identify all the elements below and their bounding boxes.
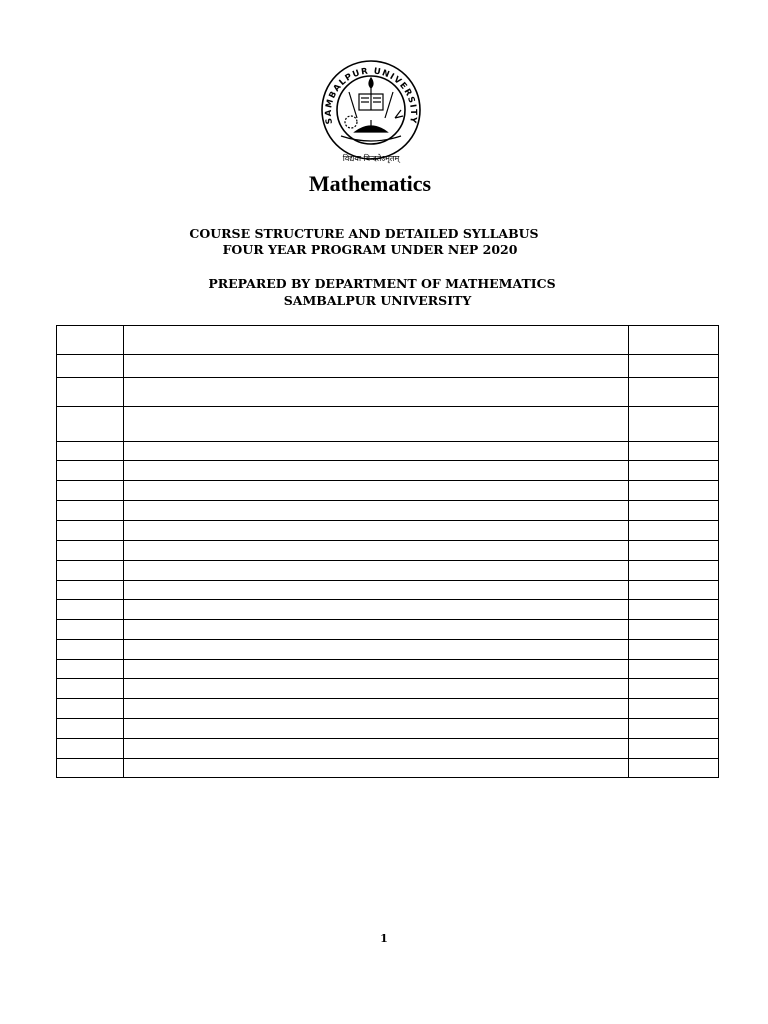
table-cell [629,699,719,719]
table-cell [629,561,719,581]
heading-line-2: FOUR YEAR PROGRAM UNDER NEP 2020 [222,242,518,257]
table-cell [629,481,719,501]
table-cell [124,660,629,679]
logo-motto: विद्यया विन्दतेऽमृतम् [342,154,400,163]
table-cell [629,407,719,442]
table-cell [57,699,124,719]
table-cell [57,501,124,521]
table-cell [57,640,124,660]
table-cell [124,541,629,561]
table-cell [629,521,719,541]
table-cell [124,442,629,461]
logo-ring-text: SAMBALPUR UNIVERSITY [323,66,419,125]
table-cell [57,378,124,407]
table-cell [57,561,124,581]
table-cell [629,378,719,407]
table-cell [57,600,124,620]
table-cell [57,660,124,679]
table-cell [629,581,719,600]
table-cell [124,600,629,620]
heading-line-3: PREPARED BY DEPARTMENT OF MATHEMATICS [208,276,556,291]
table-cell [629,600,719,620]
table-cell [124,719,629,739]
table-row [57,442,719,461]
table-cell [57,461,124,481]
table-cell [629,719,719,739]
table-cell [629,501,719,521]
table-row [57,759,719,778]
table-cell [124,326,629,355]
table-cell [124,481,629,501]
table-cell [629,355,719,378]
table-cell [57,759,124,778]
table-cell [57,355,124,378]
table-row [57,407,719,442]
table-cell [629,541,719,561]
table-cell [629,640,719,660]
table-cell [57,679,124,699]
table-row [57,378,719,407]
table-cell [124,461,629,481]
table-row [57,581,719,600]
table-cell [629,679,719,699]
table-row [57,326,719,355]
table-row [57,481,719,501]
table-cell [57,407,124,442]
table-cell [629,759,719,778]
table-row [57,620,719,640]
table-row [57,719,719,739]
emblem-icon [341,78,403,141]
table-cell [57,481,124,501]
table-cell [57,541,124,561]
table-row [57,501,719,521]
table-cell [57,620,124,640]
document-title: Mathematics [308,171,432,196]
table-cell [124,581,629,600]
table-cell [57,326,124,355]
table-cell [124,640,629,660]
table-cell [124,759,629,778]
table-cell [629,660,719,679]
university-logo [311,58,431,166]
table-cell [57,442,124,461]
table-cell [124,620,629,640]
table-cell [124,355,629,378]
table-row [57,541,719,561]
table-row [57,699,719,719]
table-cell [124,501,629,521]
table-cell [629,442,719,461]
table-row [57,355,719,378]
heading-line-4: SAMBALPUR UNIVERSITY [283,293,472,308]
table-cell [124,679,629,699]
table-cell [124,521,629,541]
table-cell [57,739,124,759]
table-cell [629,739,719,759]
table-row [57,521,719,541]
table-cell [57,521,124,541]
table-cell [629,461,719,481]
table-cell [629,326,719,355]
table-cell [124,378,629,407]
table-row [57,640,719,660]
table-cell [124,407,629,442]
table-cell [124,699,629,719]
table-cell [57,581,124,600]
table-row [57,660,719,679]
table-cell [124,739,629,759]
table-row [57,679,719,699]
table-row [57,739,719,759]
page-number: 1 [380,932,388,945]
table-cell [124,561,629,581]
table-row [57,561,719,581]
table-cell [57,719,124,739]
contents-table [56,325,719,778]
table-row [57,600,719,620]
table-row [57,461,719,481]
table-cell [629,620,719,640]
heading-line-1: COURSE STRUCTURE AND DETAILED SYLLABUS [189,226,539,241]
